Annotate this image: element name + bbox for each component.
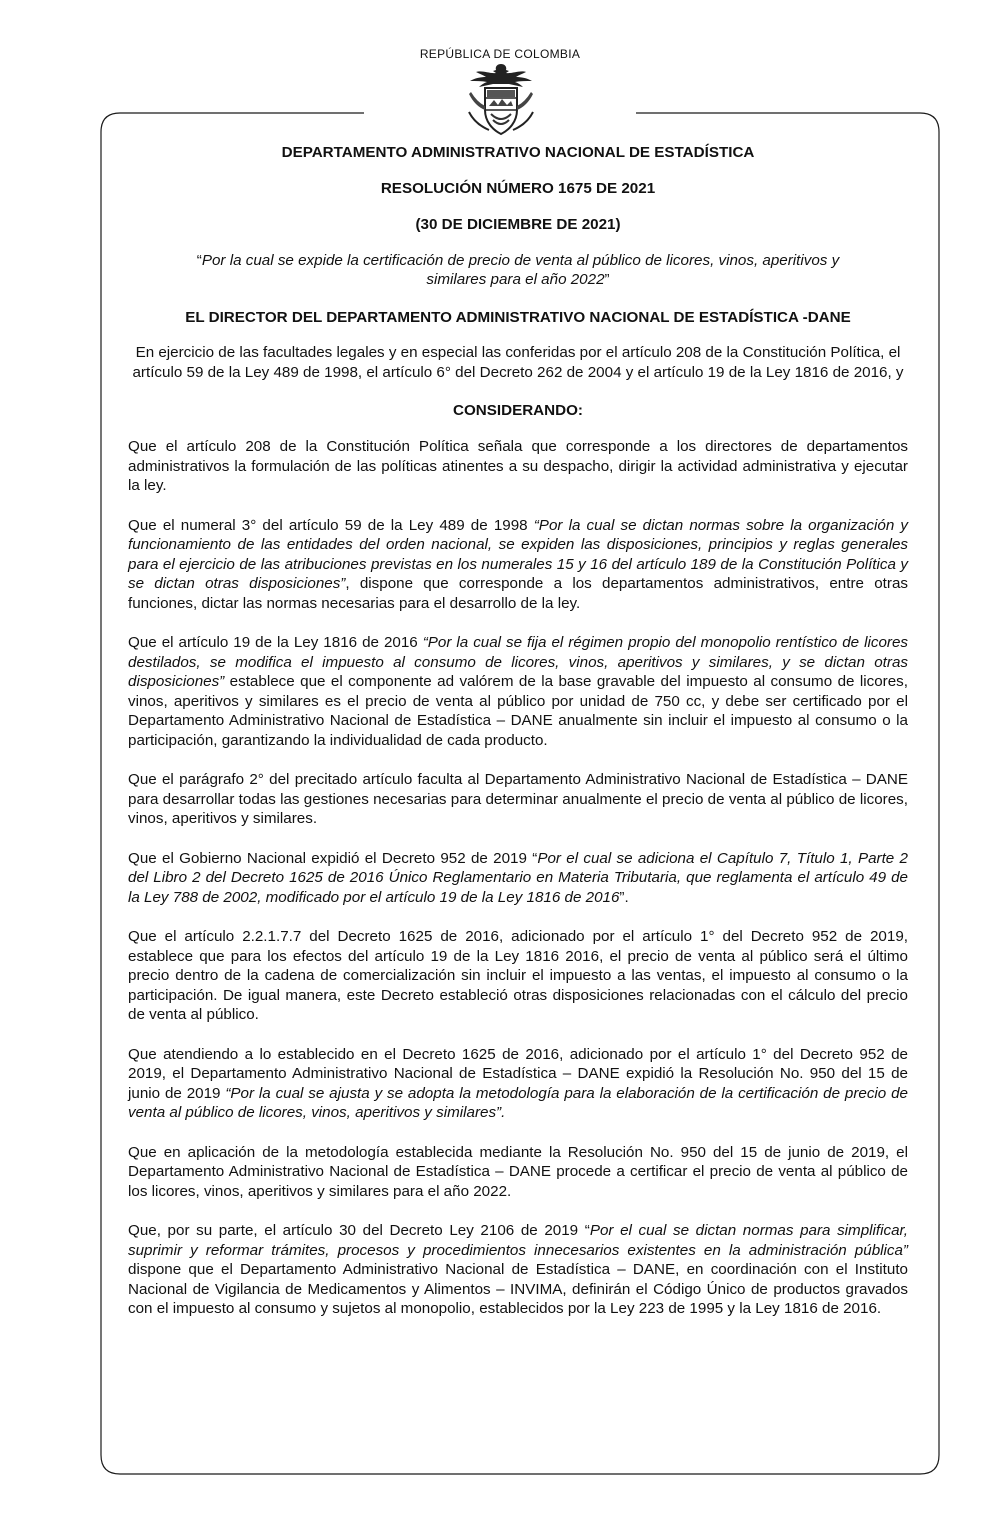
resolution-body [128,140,908,1319]
director-heading: EL DIRECTOR DEL DEPARTAMENTO ADMINISTRATIVO NACIONAL DE ESTADÍSTICA -DANE [185,309,851,326]
paragraph-5-text-b: ”. [619,888,629,906]
paragraph-8: Que en aplicación de la metodología establecida mediante la Resolución No. 950 del 15 de junio de 2019, el Departamento Administrativo Nacional de Estadística – DANE procede a certificar el precio de venta al público de los licores, vinos, aperitivos y similares para el año 2022. [128,1143,908,1200]
paragraph-2 [128,516,908,614]
paragraph-4: Que el parágrafo 2° del precitado artículo faculta al Departamento Administrativo Nacional de Estadística – DANE para desarrollar todas las gestiones necesarias para determinar anualmente el precio de venta al público de licores, vinos, aperitivos y similares. [128,771,908,827]
republic-header: REPÚBLICA DE COLOMBIA [419,47,581,61]
paragraph-9-text-b: dispone que el Departamento Administrativo Nacional de Estadística – DANE, en coordinación con el Instituto Nacional de Vigilancia de Medicamentos y Alimentos – INVIMA, definirán el Código Único de productos gravados con el impuesto al consumo y sujetos al monopolio, establecidos por la Ley 223 de 1995 y la Ley 1816 de 2016. [128,1261,908,1317]
paragraph-9 [128,1221,908,1319]
paragraph-5-citation: Por el cual se adiciona el Capítulo 7, Título 1, Parte 2 del Libro 2 del Decreto 1625 de 2016 Único Reglamentario en Materia Tributaria, que reglamenta el artículo 49 de la Ley 788 de 2002, modificado por el artículo 19 de la Ley 1816 de 2016 [128,849,908,906]
paragraph-5 [128,849,908,908]
paragraph-5-text-a: Que el Gobierno Nacional expidió el Decreto 952 de 2019 “ [128,849,538,867]
paragraph-3-text-b: establece que el componente ad valórem de la base gravable del impuesto al consumo de licores, vinos, aperitivos y similares es el precio de venta al público por unidad de 750 cc, y debe ser certificado por el Departamento Administrativo Nacional de Estadística – DANE anualmente sin incluir el impuesto al consumo o la participación, garantizando la individualidad de cada producto. [128,673,908,749]
paragraph-6: Que el artículo 2.2.1.7.7 del Decreto 1625 de 2016, adicionado por el artículo 1° del Decreto 952 de 2019, establece que para los efectos del artículo 19 de la Ley 1816 2016, el precio de venta al público será el último precio dentro de la cadena de comercialización sin incluir el impuesto a las ventas, el impuesto al consumo o la participación. De igual manera, este Decreto estableció otras disposiciones relacionadas con el cálculo del precio de venta al público. [128,928,908,1023]
paragraph-7-citation: “Por la cual se ajusta y se adopta la metodología para la elaboración de la certificación de precio de venta al público de licores, vinos, aperitivos y similares”. [128,1084,908,1121]
considerando-heading: CONSIDERANDO: [453,402,583,419]
paragraph-7-text-a: Que atendiendo a lo establecido en el Decreto 1625 de 2016, adicionado por el artículo 1° del Decreto 952 de 2019, el Departamento Administrativo Nacional de Estadística – DANE expidió la Resolución No. 950 del 15 de junio de 2019 [128,1045,908,1102]
paragraph-2-text-a: Que el numeral 3° del artículo 59 de la Ley 489 de 1998 [128,516,534,534]
resolution-number: RESOLUCIÓN NÚMERO 1675 DE 2021 [380,180,656,197]
paragraph-9-text-a: Que, por su parte, el artículo 30 del Decreto Ley 2106 de 2019 “ [128,1222,590,1239]
paragraph-3 [128,633,908,750]
subject-text: Por la cual se expide la certificación de precio de venta al público de licores, vinos, aperitivos y similares para el año 2022 [201,252,840,288]
subject-open-quote: “ [196,252,202,269]
paragraph-2-text-b: , dispone que corresponde a los departamentos administrativos, entre otras funciones, dictar las normas necesarias para el desarrollo de la ley. [128,575,908,612]
entity-heading: DEPARTAMENTO ADMINISTRATIVO NACIONAL DE ESTADÍSTICA [281,144,755,161]
paragraph-1: Que el artículo 208 de la Constitución Política señala que corresponde a los directores de departamentos administrativos la formulación de las políticas atinentes a su despacho, dirigir la actividad administrativa y ejecutar la ley. [128,438,908,494]
paragraph-7 [128,1045,908,1123]
paragraph-9-citation: Por el cual se dictan normas para simplificar, suprimir y reformar trámites, procesos y procedimientos innecesarios existentes en la administración pública” [128,1222,908,1259]
resolution-subject [128,251,908,289]
powers-statement: En ejercicio de las facultades legales y en especial las conferidas por el artículo 208 de la Constitución Política, el artículo 59 de la Ley 489 de 1998, el artículo 6° del Decreto 262 de 2004 y el artículo 19 de la Ley 1816 de 2016, y [132,344,904,381]
paragraph-3-citation: “Por la cual se fija el régimen propio del monopolio rentístico de licores destilados, se modifica el impuesto al consumo de licores, vinos, aperitivos y similares, y se dictan otras disposiciones” [128,634,908,690]
paragraph-3-text-a: Que el artículo 19 de la Ley 1816 de 2016 [128,634,423,651]
resolution-date: (30 DE DICIEMBRE DE 2021) [415,216,621,233]
subject-close-quote: ” [604,271,610,288]
paragraph-2-citation: “Por la cual se dictan normas sobre la organización y funcionamiento de las entidades del orden nacional, se expiden las disposiciones, principios y reglas generales para el ejercicio de las atribuciones previstas en los numerales 15 y 16 del artículo 189 de la Constitución Política y se dictan otras disposiciones” [128,516,908,592]
